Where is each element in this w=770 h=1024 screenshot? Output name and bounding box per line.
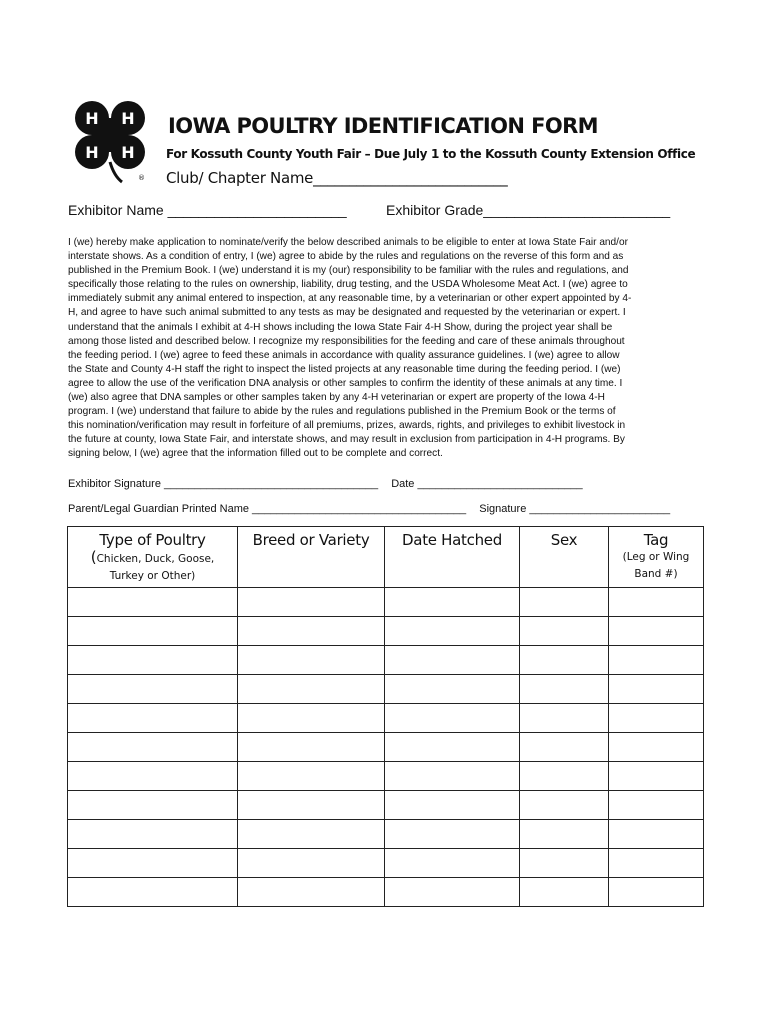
svg-text:H: H: [85, 109, 99, 128]
table-cell[interactable]: [68, 791, 238, 820]
table-row: [68, 646, 704, 675]
table-row: [68, 762, 704, 791]
table-row: [68, 733, 704, 762]
table-cell[interactable]: [68, 588, 238, 617]
table-cell[interactable]: [238, 617, 385, 646]
table-cell[interactable]: [520, 733, 609, 762]
table-cell[interactable]: [385, 791, 520, 820]
table-cell[interactable]: [238, 791, 385, 820]
table-cell[interactable]: [609, 733, 704, 762]
table-cell[interactable]: [609, 646, 704, 675]
club-chapter-field[interactable]: Club/ Chapter Name___________________________: [166, 169, 508, 187]
column-header-date-hatched: Date Hatched: [385, 527, 520, 588]
form-title: IOWA POULTRY IDENTIFICATION FORM: [168, 114, 598, 138]
table-cell[interactable]: [385, 733, 520, 762]
table-header-row: [68, 527, 704, 588]
table-cell[interactable]: [68, 820, 238, 849]
exhibitor-grade-field[interactable]: Exhibitor Grade________________________: [386, 202, 671, 218]
column-header-tag: Tag (Leg or Wing Band #): [609, 527, 704, 588]
table-cell[interactable]: [609, 762, 704, 791]
table-cell[interactable]: [609, 704, 704, 733]
guardian-name-field[interactable]: Parent/Legal Guardian Printed Name ___________________________________: [68, 503, 467, 515]
guardian-signature-field[interactable]: Signature _______________________: [479, 503, 671, 515]
guardian-row: [68, 503, 670, 515]
table-cell[interactable]: [385, 762, 520, 791]
table-cell[interactable]: [609, 617, 704, 646]
form-subtitle: For Kossuth County Youth Fair – Due July 1 to the Kossuth County Extension Office: [166, 147, 696, 161]
column-header-sex: Sex: [520, 527, 609, 588]
table-cell[interactable]: [520, 791, 609, 820]
table-cell[interactable]: [520, 820, 609, 849]
table-cell[interactable]: [609, 849, 704, 878]
table-cell[interactable]: [385, 617, 520, 646]
table-cell[interactable]: [520, 588, 609, 617]
table-cell[interactable]: [68, 704, 238, 733]
table-cell[interactable]: [238, 733, 385, 762]
table-cell[interactable]: [520, 675, 609, 704]
table-cell[interactable]: [520, 646, 609, 675]
poultry-table: [67, 526, 704, 907]
table-cell[interactable]: [68, 762, 238, 791]
table-cell[interactable]: [385, 675, 520, 704]
table-cell[interactable]: [238, 849, 385, 878]
svg-text:H: H: [85, 143, 99, 162]
table-cell[interactable]: [385, 646, 520, 675]
table-cell[interactable]: [385, 588, 520, 617]
agreement-text: I (we) hereby make application to nominate/verify the below described animals to be eligible to enter at Iowa State Fair and/or interstate shows. As a condition of entry, I (we) agree to abide by the rules and regulations on the reverse of this form and as published in the Premium Book. I (we) understand it is my (our) responsibility to be familiar with the rules and regulations, and specifically those relating to the rules on ownership, liability, drug testing, and the USDA Wholesome Meat Act. I (we) agree to immediately submit any animal entered to inspection, at any reasonable time, by a veterinarian or other expert appointed by 4- H, and agree to have such animal submitted to any tests as may be designated and requested by the veterinarian or expert. I understand that the animals I exhibit at 4-H shows including the Iowa State Fair 4-H Show, during the project year shall be among those listed and described below. I recognize my responsibilities for the feeding and care of these animals throughout the feeding period. I (we) agree to feed these animals in accordance with quality assurance guidelines. I (we) agree to allow the State and County 4-H staff the right to inspect the listed projects at any reasonable time during the feeding period. I (we) agree to allow the use of the verification DNA analysis or other samples to confirm the identity of these animals at any time. I (we) also agree that DNA samples or other samples taken by any 4-H veterinarian or expert are property of the Iowa 4-H program. I (we) understand that failure to abide by the rules and regulations published in the Premium Book or the terms of this nomination/verification may result in forfeiture of all premiums, prizes, awards, rights, and privileges to exhibit livestock in the future at county, Iowa State Fair, and interstate shows, and may result in exclusion from participation in 4-H programs. By signing below, I (we) agree that the information filled out to be complete and correct.: [68, 237, 632, 460]
table-cell[interactable]: [238, 762, 385, 791]
table-cell[interactable]: [520, 617, 609, 646]
table-row: [68, 617, 704, 646]
column-header-type: Type of Poultry (Chicken, Duck, Goose, Turkey or Other): [68, 527, 238, 588]
table-cell[interactable]: [68, 646, 238, 675]
table-row: [68, 849, 704, 878]
table-cell[interactable]: [385, 704, 520, 733]
column-header-breed: Breed or Variety: [238, 527, 385, 588]
table-cell[interactable]: [520, 762, 609, 791]
table-cell[interactable]: [238, 675, 385, 704]
exhibitor-signature-row: [68, 478, 583, 490]
table-cell[interactable]: [238, 588, 385, 617]
table-cell[interactable]: [385, 820, 520, 849]
table-cell[interactable]: [68, 617, 238, 646]
svg-text:®: ®: [138, 174, 145, 182]
table-cell[interactable]: [609, 878, 704, 907]
table-row: [68, 878, 704, 907]
table-row: [68, 820, 704, 849]
table-cell[interactable]: [609, 675, 704, 704]
table-row: [68, 675, 704, 704]
svg-text:H: H: [121, 109, 135, 128]
table-cell[interactable]: [520, 704, 609, 733]
exhibitor-name-field[interactable]: Exhibitor Name _______________________: [68, 202, 347, 218]
table-row: [68, 791, 704, 820]
table-cell[interactable]: [238, 646, 385, 675]
table-cell[interactable]: [609, 588, 704, 617]
table-cell[interactable]: [68, 733, 238, 762]
table-cell[interactable]: [609, 820, 704, 849]
table-cell[interactable]: [68, 675, 238, 704]
table-cell[interactable]: [520, 849, 609, 878]
table-cell[interactable]: [238, 820, 385, 849]
table-cell[interactable]: [68, 878, 238, 907]
4-h-clover-icon: [64, 92, 156, 184]
exhibitor-signature-field[interactable]: Exhibitor Signature ___________________________________: [68, 478, 379, 490]
table-cell[interactable]: [385, 849, 520, 878]
table-cell[interactable]: [238, 878, 385, 907]
table-cell[interactable]: [609, 791, 704, 820]
table-cell[interactable]: [68, 849, 238, 878]
table-cell[interactable]: [238, 704, 385, 733]
table-row: [68, 588, 704, 617]
table-cell[interactable]: [520, 878, 609, 907]
table-cell[interactable]: [385, 878, 520, 907]
svg-text:H: H: [121, 143, 135, 162]
date-field[interactable]: Date ___________________________: [391, 478, 583, 490]
table-row: [68, 704, 704, 733]
